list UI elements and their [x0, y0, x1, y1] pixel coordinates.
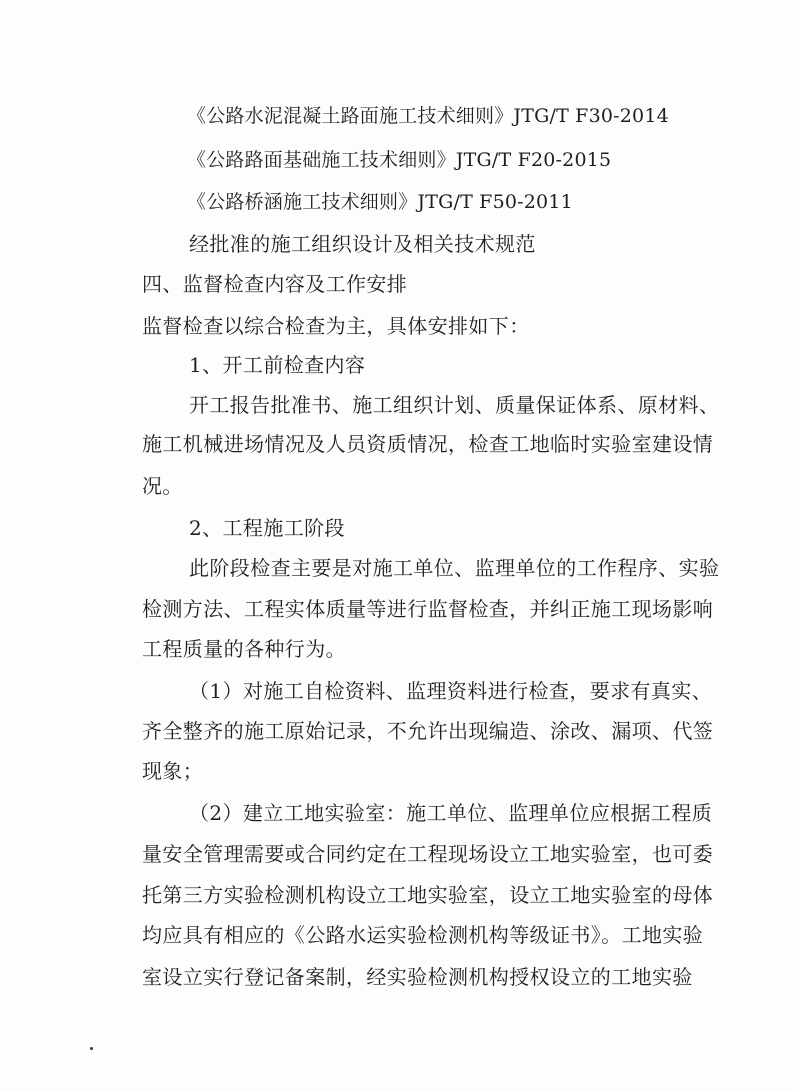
paragraph-line: 开工报告批准书、施工组织计划、质量保证体系、原材料、 [189, 393, 720, 417]
reference-line: 《公路路面基础施工技术细则》JTG/T F20-2015 [187, 149, 612, 171]
section-intro: 监督检查以综合检查为主，具体安排如下： [142, 314, 530, 338]
paragraph-line: （2）建立工地实验室：施工单位、监理单位应根据工程质 [189, 801, 713, 825]
item-heading: 2、工程施工阶段 [189, 516, 345, 540]
paragraph-line: 室设立实行登记备案制，经实验检测机构授权设立的工地实验 [142, 965, 693, 989]
paragraph-line: 均应具有相应的《公路水运实验检测机构等级证书》。工地实验 [142, 923, 704, 947]
paragraph-line: 此阶段检查主要是对施工单位、监理单位的工作程序、实验 [189, 556, 720, 580]
paragraph-line: 施工机械进场情况及人员资质情况，检查工地临时实验室建设情 [142, 432, 714, 456]
approved-design-line: 经批准的施工组织设计及相关技术规范 [189, 232, 536, 256]
paragraph-line: 检测方法、工程实体质量等进行监督检查，并纠正施工现场影响 [142, 597, 714, 621]
paragraph-line: 况。 [142, 474, 183, 498]
scan-speck [90, 1047, 93, 1050]
reference-line: 《公路水泥混凝土路面施工技术细则》JTG/T F30-2014 [187, 105, 669, 127]
paragraph-line: 齐全整齐的施工原始记录，不允许出现编造、涂改、漏项、代签 [142, 719, 714, 743]
item-heading: 1、开工前检查内容 [189, 353, 366, 377]
paragraph-line: 量安全管理需要或合同约定在工程现场设立工地实验室，也可委 [142, 842, 714, 866]
section-heading: 四、监督检查内容及工作安排 [142, 272, 408, 296]
paragraph-line: 托第三方实验检测机构设立工地实验室，设立工地实验室的母体 [142, 883, 714, 907]
paragraph-line: （1）对施工自检资料、监理资料进行检查，要求有真实、 [189, 679, 713, 703]
paragraph-line: 工程质量的各种行为。 [142, 637, 346, 661]
reference-line: 《公路桥涵施工技术细则》JTG/T F50-2011 [187, 191, 573, 213]
paragraph-line: 现象； [142, 759, 204, 783]
